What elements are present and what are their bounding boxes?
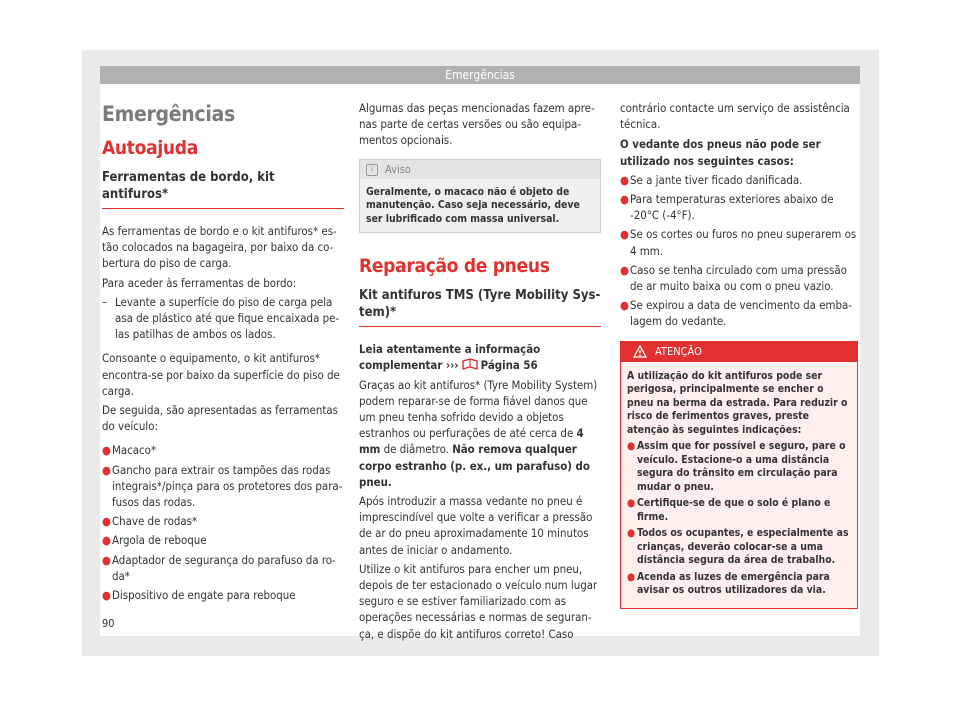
list-item: ● Macaco*: [102, 443, 157, 458]
subsection-title: Ferramentas de bordo, kit antifuros*: [102, 169, 344, 209]
paragraph: Consoante o equipamento, o kit antifuros* encontra-se por baixo da superfície do piso de carga.: [102, 351, 340, 398]
note-box: [359, 159, 601, 234]
chapter-header: Emergências: [100, 66, 860, 84]
list-item: ● Para temperaturas exteriores abaixo de -20°C (-4°F).: [620, 192, 834, 223]
bullet-icon: ●: [620, 192, 629, 207]
list-item: ● Se os cortes ou furos no pneu superarem os 4 mm.: [620, 227, 857, 258]
chapter-title: Emergências: [102, 102, 235, 126]
paragraph: Utilize o kit antifuros para encher um pneu, depois de ter estacionado o veículo num lugar seguro e se estiver familiarizado com as operações necessárias e normas de segurança, e dispõe do kit antifuros correto! Caso: [359, 561, 598, 641]
step-item: [102, 294, 344, 343]
paragraph: contrário contacte um serviço de assistência técnica.: [620, 101, 850, 132]
bullet-icon: ●: [620, 262, 629, 277]
list-item: ● Dispositivo de engate para reboque: [102, 588, 296, 603]
lead-paragraph: Leia atentamente a informação complementar ››› Página 56: [359, 342, 541, 373]
bullet-icon: ●: [620, 172, 629, 187]
list-item: ● Acenda as luzes de emergência para avisar os outros utilizadores da via.: [627, 570, 830, 597]
list-item: ● Chave de rodas*: [102, 514, 198, 529]
subsection-title: Kit antifuros TMS (Tyre Mobility System)*: [359, 287, 601, 327]
bullet-icon: ●: [102, 552, 111, 567]
bullet-icon: ●: [627, 570, 636, 583]
paragraph: Após introduzir a massa vedante no pneu é imprescindível que volte a verificar a pressão de ar do pneu aproximadamente 10 minutos antes de iniciar o andamento.: [359, 493, 593, 557]
bullet-icon: ●: [620, 227, 629, 242]
bullet-icon: ●: [102, 588, 111, 603]
bullet-icon: ●: [620, 298, 629, 313]
section-title: Autoajuda: [102, 137, 198, 159]
step-text: Levante a superfície do piso de carga pela asa de plástico até que fique encaixada pelas patilhas de ambos os lados.: [115, 294, 340, 342]
list-item: ● Todos os ocupantes, e especialmente as crianças, deverão colocar-se a uma distância segura da área de trabalho.: [627, 527, 849, 567]
bullet-icon: ●: [627, 497, 636, 510]
section-title: Reparação de pneus: [359, 255, 550, 278]
list-item: ● Caso se tenha circulado com uma pressão de ar muito baixa ou com o pneu vazio.: [620, 262, 847, 294]
bullet-icon: ●: [102, 443, 111, 458]
paragraph: Algumas das peças mencionadas fazem aprenas parte de certas versões ou são equipamentos opcionais.: [359, 101, 595, 148]
paragraph: Graças ao kit antifuros* (Tyre Mobility System) podem reparar-se de forma fiável danos que um pneu tenha sofrido devido a objetos estranhos ou perfurações de até cerca de 4 mm de diâmetro. Não remova qualquer corpo estranho (p. ex., um parafuso) do pneu.: [359, 377, 598, 489]
column-3: [620, 100, 858, 609]
paragraph: O vedante dos pneus não pode ser utilizado nos seguintes casos:: [620, 137, 821, 168]
list-item: ● Se a jante tiver ficado danificada.: [620, 172, 803, 187]
warning-body: [621, 362, 857, 608]
page-number: 90: [102, 617, 115, 630]
warning-icon: [633, 345, 647, 358]
bullet-icon: ●: [627, 527, 636, 540]
list-item: ● Adaptador de segurança do parafuso da roda*: [102, 552, 336, 583]
info-icon: i: [366, 164, 378, 176]
column-2: [359, 100, 601, 645]
paragraph: As ferramentas de bordo e o kit antifuros* estão colocados na bagageira, por baixo da cobertura do piso de carga.: [102, 224, 337, 271]
paragraph: De seguida, são apresentadas as ferramentas do veículo:: [102, 403, 338, 434]
warning-title: ATENÇÃO: [655, 344, 702, 358]
warning-lead: A utilização do kit antifuros pode ser perigosa, principalmente se encher o pneu na berma da estrada. Para reduzir o risco de ferimentos graves, preste atenção às seguintes indicações:: [627, 369, 848, 436]
column-1: [102, 100, 344, 606]
page-link[interactable]: ››› Página 56: [445, 358, 538, 373]
list-item: ● Se expirou a data de vencimento da embalagem do vedante.: [620, 298, 852, 329]
warning-box: [620, 341, 858, 609]
list-item: ● Assim que for possível e seguro, pare o veículo. Estacione-o a uma distância segura do trânsito em circulação para mudar o pneu.: [627, 440, 846, 493]
book-icon: [462, 358, 478, 370]
bullet-icon: ●: [102, 533, 111, 548]
bullet-icon: ●: [627, 440, 636, 453]
dash-marker: –: [102, 294, 108, 309]
note-body: Geralmente, o macaco não é objeto de manutenção. Caso seja necessário, deve ser lubrificado com massa universal.: [360, 179, 600, 233]
bullet-icon: ●: [102, 462, 111, 477]
manual-page: [100, 66, 860, 641]
list-item: ● Argola de reboque: [102, 533, 207, 548]
list-item: ● Certifique-se de que o solo é plano e firme.: [627, 497, 831, 523]
note-title: Aviso: [385, 162, 411, 176]
warning-header: [621, 342, 857, 362]
paragraph: Para aceder às ferramentas de bordo:: [102, 275, 297, 290]
bullet-icon: ●: [102, 514, 111, 529]
list-item: ● Gancho para extrair os tampões das rodas integrais*/pinça para os protetores dos parafusos das rodas.: [102, 462, 343, 510]
note-header: [360, 160, 600, 179]
